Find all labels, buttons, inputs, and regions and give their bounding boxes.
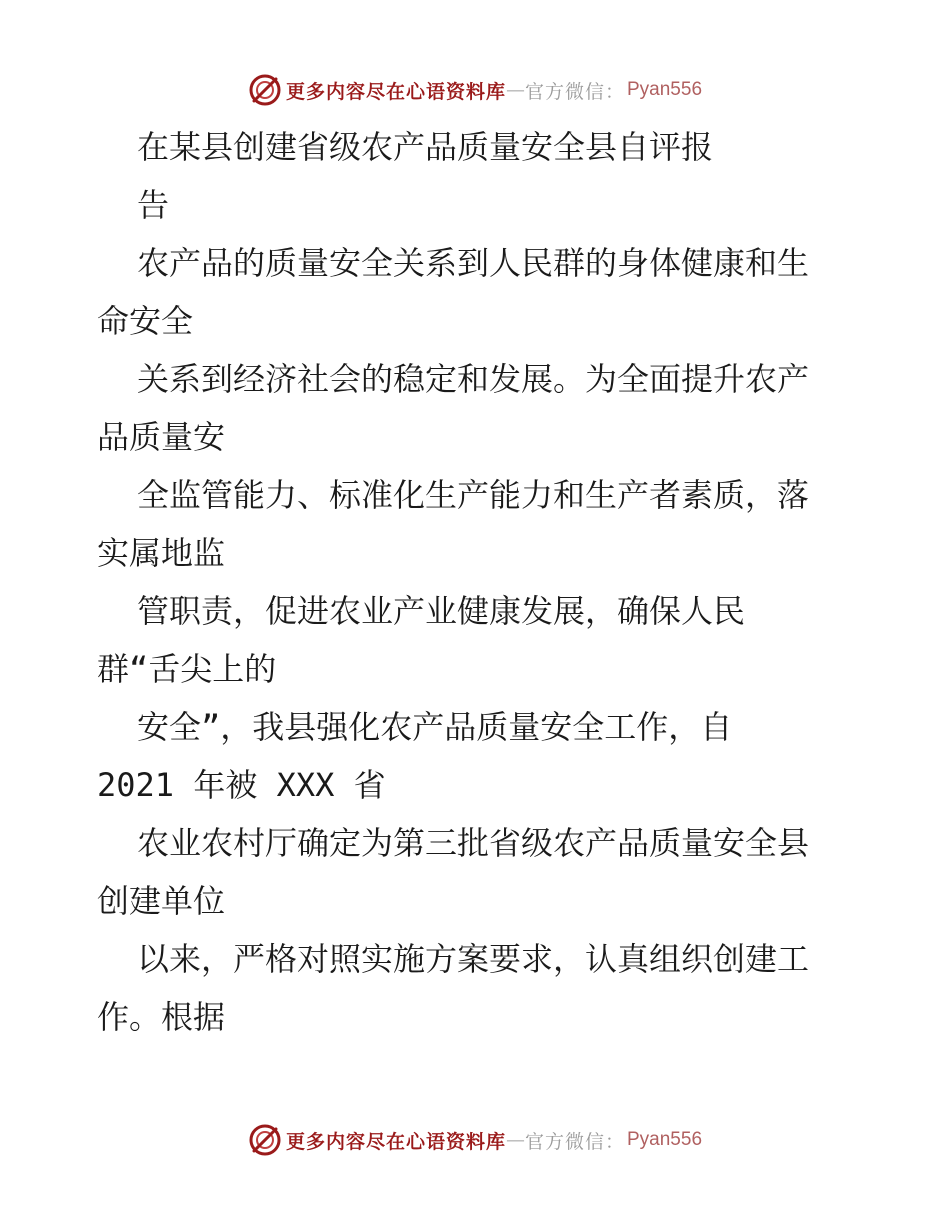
text-line: 品质量安 xyxy=(97,418,226,456)
text-line: 群“舌尖上的 xyxy=(97,650,277,688)
footer-wechat-id: Pyan556 xyxy=(627,1129,703,1150)
header-banner xyxy=(0,70,950,110)
text-line: 2021 年被 XXX 省 xyxy=(97,766,386,804)
footer-banner xyxy=(0,1120,950,1160)
header-wechat-id: Pyan556 xyxy=(627,79,703,100)
text-line: 在某县创建省级农产品质量安全县自评报 xyxy=(137,128,714,166)
header-brand-text: 更多内容尽在心语资料库 xyxy=(285,80,506,103)
header-official-label: 官方微信： xyxy=(524,80,625,103)
text-line: 作。根据 xyxy=(97,998,226,1036)
text-line: 关系到经济社会的稳定和发展。为全面提升农产 xyxy=(137,360,810,398)
brand-logo-icon xyxy=(248,1123,282,1157)
text-line: 安全”，我县强化农产品质量安全工作，自 xyxy=(137,708,733,746)
text-line: 以来，严格对照实施方案要求，认真组织创建工 xyxy=(137,940,810,978)
text-line: 命安全 xyxy=(97,302,194,340)
text-line: 告 xyxy=(137,186,170,224)
text-line: 实属地监 xyxy=(97,534,226,572)
brand-logo-icon xyxy=(248,73,282,107)
document-body xyxy=(97,118,877,1046)
text-line: 农业农村厅确定为第三批省级农产品质量安全县 xyxy=(137,824,810,862)
footer-official-label: 官方微信： xyxy=(524,1130,625,1153)
header-separator: — xyxy=(505,79,525,101)
text-line: 创建单位 xyxy=(97,882,226,920)
text-line: 全监管能力、标准化生产能力和生产者素质，落 xyxy=(137,476,810,514)
text-line: 管职责，促进农业产业健康发展，确保人民 xyxy=(137,592,746,630)
footer-brand-text: 更多内容尽在心语资料库 xyxy=(285,1130,506,1153)
footer-separator: — xyxy=(505,1129,525,1151)
text-line: 农产品的质量安全关系到人民群的身体健康和生 xyxy=(137,244,810,282)
